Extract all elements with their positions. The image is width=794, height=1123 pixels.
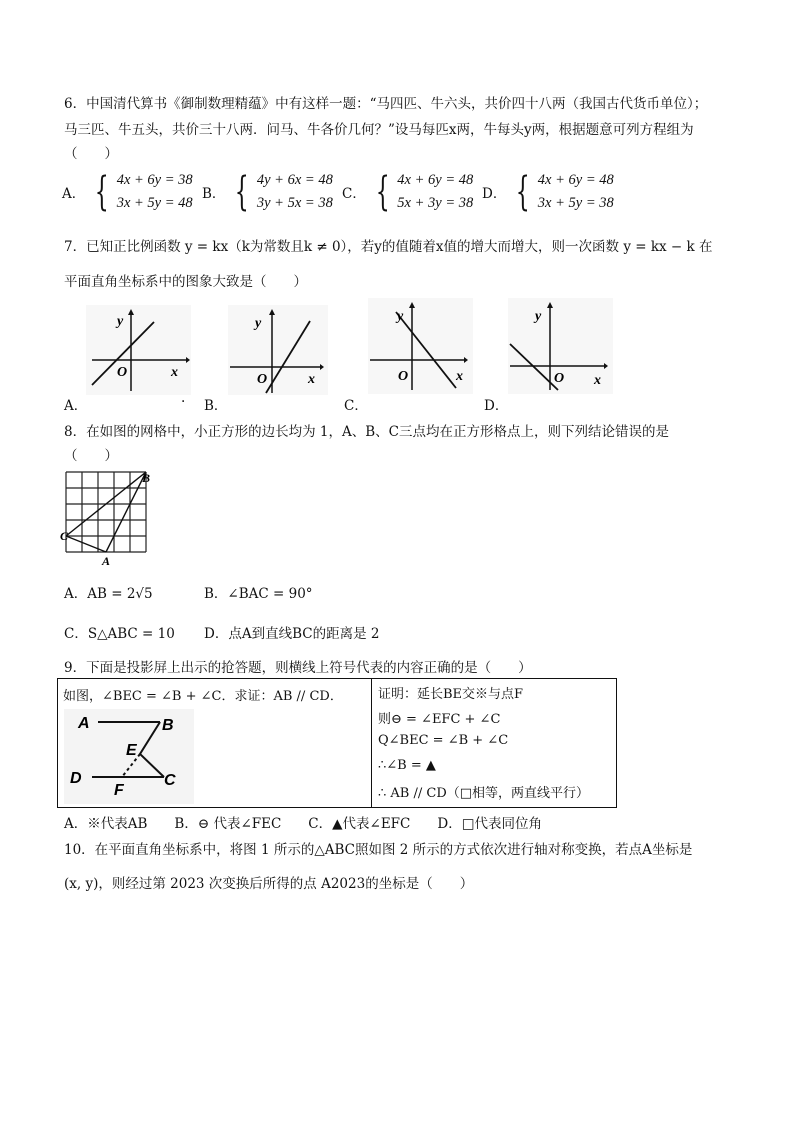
y-label: y	[117, 314, 124, 329]
q8-option-a[interactable]: A．AB = 2√5	[64, 586, 153, 602]
point-d-label: D	[70, 770, 82, 787]
point-c-label: C	[164, 772, 176, 789]
q9-proof-line-5: ∴ AB // CD（□相等，两直线平行）	[378, 786, 590, 801]
q9-question-box	[57, 678, 617, 808]
q9-proof-line-1: 证明：延长BE交※与点F	[378, 687, 524, 702]
x-label: x	[456, 369, 463, 384]
origin-label: O	[554, 371, 565, 386]
q6-b-eq1: 4y + 6x = 48	[256, 172, 333, 188]
q8-paren: （ ）	[64, 448, 118, 464]
brace-icon: {	[94, 169, 109, 215]
origin-label: O	[257, 372, 268, 387]
q6-line1: 6．中国清代算书《御制数理精蕴》中有这样一题：“马四匹、牛六头，共价四十八两（我国古代货币单位）；	[64, 96, 708, 112]
point-a-label: A	[78, 715, 90, 732]
x-label: x	[594, 373, 601, 388]
origin-label: O	[398, 369, 409, 384]
grid	[66, 472, 146, 552]
q6-option-c[interactable]	[342, 169, 473, 215]
q6-option-c-label: C．	[342, 186, 366, 202]
x-label: x	[171, 365, 178, 380]
q9-right-panel	[372, 679, 616, 807]
q7-option-a-dot: .	[181, 390, 186, 406]
q8-option-b[interactable]: B．∠BAC = 90°	[204, 586, 313, 602]
point-a-label: A	[102, 554, 111, 568]
point-b-label: B	[142, 471, 151, 485]
q7-line1: 7．已知正比例函数 y = kx（k为常数且k ≠ 0），若y的值随着x值的增大而增大，则一次函数 y = kx − k 在	[64, 239, 713, 255]
q6-d-eq2: 3x + 5y = 38	[537, 195, 614, 211]
q9-figure	[64, 709, 194, 804]
q6-option-a[interactable]	[62, 169, 193, 215]
q8-line1: 8．在如图的网格中，小正方形的边长均为 1，A、B、C三点均在正方形格点上，则下列结论错误的是	[64, 424, 669, 440]
point-e-label: E	[126, 742, 137, 759]
q9-proof-line-4: ∴∠B = ▲	[378, 758, 436, 773]
q7-graph-a	[86, 305, 191, 395]
q7-graph-d	[508, 298, 613, 394]
y-label: y	[535, 309, 542, 324]
y-label: y	[255, 316, 262, 331]
q6-a-eq2: 3x + 5y = 48	[116, 195, 193, 211]
brace-icon: {	[375, 169, 390, 215]
brace-icon: {	[235, 169, 250, 215]
q7-graph-b	[228, 305, 328, 395]
q6-option-d[interactable]	[482, 169, 614, 215]
q9-proof-line-3: Q∠BEC = ∠B + ∠C	[378, 733, 509, 748]
q10-line1: 10．在平面直角坐标系中，将图 1 所示的△ABC照如图 2 所示的方式依次进行轴对称变换，若点A坐标是	[64, 842, 693, 858]
triangle-abc	[66, 472, 146, 552]
q7-graph-c	[368, 298, 473, 394]
q10-line2: (x, y)，则经过第 2023 次变换后所得的点 A2023的坐标是（ ）	[64, 876, 474, 892]
q8-grid-figure	[60, 468, 160, 568]
q7-option-d[interactable]: D．	[484, 398, 509, 414]
q9-proof-line-2: 则⊖ = ∠EFC + ∠C	[378, 712, 501, 727]
q9-left-text: 如图，∠BEC = ∠B + ∠C．求证：AB // CD．	[63, 689, 343, 704]
q7-line2: 平面直角坐标系中的图象大致是（ ）	[64, 274, 307, 290]
q8-option-d[interactable]: D．点A到直线BC的距离是 2	[204, 626, 380, 642]
q6-option-b-label: B．	[202, 186, 226, 202]
origin-label: O	[117, 365, 128, 380]
q6-option-d-label: D．	[482, 186, 507, 202]
q6-a-eq1: 4x + 6y = 38	[116, 172, 193, 188]
q6-option-a-label: A．	[62, 186, 86, 202]
q7-option-a[interactable]: A．	[64, 398, 88, 414]
q9-options[interactable]: A．※代表AB B．⊖ 代表∠FEC C．▲代表∠EFC D．□代表同位角	[64, 816, 542, 832]
q6-line2: 马三匹、牛五头，共价三十八两．问马、牛各价几何？”设马每匹x两，牛每头y两，根据题意可列方程组为	[64, 122, 694, 138]
q6-c-eq1: 4x + 6y = 48	[397, 172, 474, 188]
q6-b-eq2: 3y + 5x = 38	[256, 195, 333, 211]
point-f-label: F	[114, 782, 124, 799]
q7-option-c[interactable]: C．	[344, 398, 368, 414]
q8-option-c[interactable]: C．S△ABC = 10	[64, 626, 175, 642]
q6-d-eq1: 4x + 6y = 48	[537, 172, 614, 188]
q6-paren: （ ）	[64, 146, 118, 162]
q6-c-eq2: 5x + 3y = 38	[397, 195, 474, 211]
brace-icon: {	[516, 169, 531, 215]
q7-option-b[interactable]: B．	[204, 398, 228, 414]
x-label: x	[308, 372, 315, 387]
point-c-label: C	[60, 529, 69, 543]
y-label: y	[397, 309, 404, 324]
point-b-label: B	[162, 717, 174, 734]
q9-left-panel	[58, 679, 372, 807]
q9-title: 9．下面是投影屏上出示的抢答题，则横线上符号代表的内容正确的是（ ）	[64, 660, 532, 676]
q6-option-b[interactable]	[202, 169, 333, 215]
